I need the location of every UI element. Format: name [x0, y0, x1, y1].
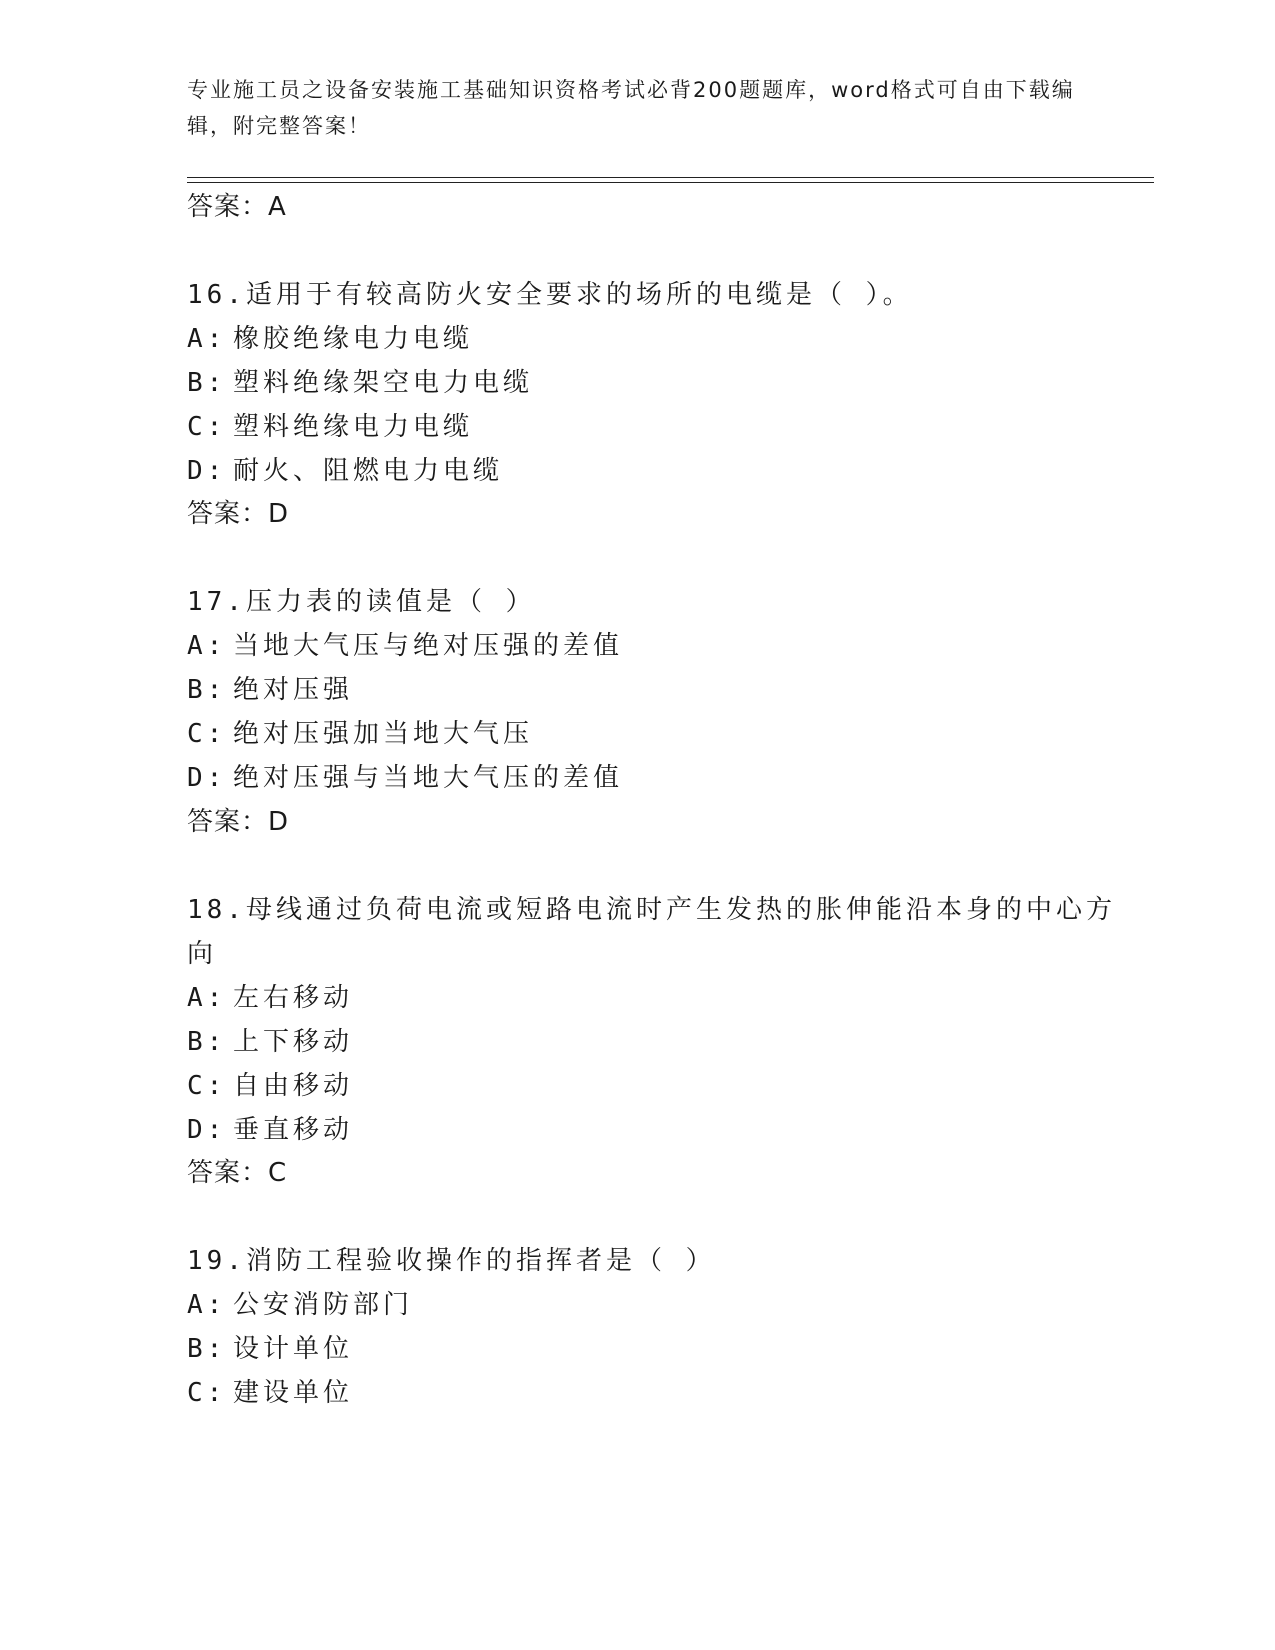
option-label: B: [187, 368, 227, 398]
option-text: 塑料绝缘架空电力电缆 [233, 368, 534, 398]
question-18-option-b [187, 1025, 353, 1059]
question-18-option-c [187, 1069, 353, 1103]
question-19-option-c [187, 1376, 353, 1410]
header-divider-top [187, 177, 1154, 178]
option-text: 公安消防部门 [233, 1290, 414, 1320]
option-label: D: [187, 763, 227, 793]
option-label: C: [187, 1071, 227, 1101]
option-label: D: [187, 456, 227, 486]
question-19-stem: 19.消防工程验收操作的指挥者是（ ） [187, 1246, 716, 1276]
question-16-option-b [187, 366, 533, 400]
option-label: A: [187, 324, 227, 354]
option-text: 设计单位 [233, 1334, 354, 1364]
option-text: 上下移动 [233, 1027, 354, 1057]
question-17-stem: 17.压力表的读值是（ ） [187, 587, 536, 617]
question-16-option-a [187, 322, 473, 356]
option-label: B: [187, 1027, 227, 1057]
option-label: B: [187, 675, 227, 705]
option-label: C: [187, 1378, 227, 1408]
question-17-option-d [187, 761, 623, 795]
question-19-option-b [187, 1332, 353, 1366]
question-17-answer: 答案：D [187, 807, 290, 837]
option-text: 建设单位 [233, 1378, 354, 1408]
question-17-option-c [187, 717, 533, 751]
option-label: C: [187, 412, 227, 442]
question-16-option-c [187, 410, 473, 444]
question-18-answer: 答案：C [187, 1158, 288, 1188]
option-label: D: [187, 1115, 227, 1145]
question-17-option-b [187, 673, 353, 707]
question-18-stem: 18.母线通过负荷电流或短路电流时产生发热的胀伸能沿本身的中心方 [187, 895, 1116, 925]
header-divider-bottom [187, 182, 1154, 183]
option-text: 左右移动 [233, 983, 354, 1013]
option-text: 绝对压强 [233, 675, 354, 705]
question-18-option-a [187, 981, 353, 1015]
option-label: A: [187, 983, 227, 1013]
question-16-option-d [187, 454, 503, 488]
option-text: 绝对压强与当地大气压的差值 [233, 763, 624, 793]
question-19-option-a [187, 1288, 413, 1322]
document-header: 专业施工员之设备安装施工基础知识资格考试必背200题题库，word格式可自由下载编辑，附完整答案！ [187, 78, 1075, 138]
option-label: A: [187, 1290, 227, 1320]
question-17-option-a [187, 629, 623, 663]
question-16-stem: 16.适用于有较高防火安全要求的场所的电缆是（ ）。 [187, 280, 913, 310]
option-text: 自由移动 [233, 1071, 354, 1101]
option-text: 垂直移动 [233, 1115, 354, 1145]
option-text: 塑料绝缘电力电缆 [233, 412, 474, 442]
option-text: 耐火、阻燃电力电缆 [233, 456, 504, 486]
option-text: 当地大气压与绝对压强的差值 [233, 631, 624, 661]
question-16-answer: 答案：D [187, 499, 290, 529]
option-text: 橡胶绝缘电力电缆 [233, 324, 474, 354]
option-label: B: [187, 1334, 227, 1364]
option-text: 绝对压强加当地大气压 [233, 719, 534, 749]
answer-prev: 答案：A [187, 192, 287, 222]
question-18-option-d [187, 1113, 353, 1147]
option-label: A: [187, 631, 227, 661]
option-label: C: [187, 719, 227, 749]
question-18-stem-continued: 向 [187, 939, 218, 969]
